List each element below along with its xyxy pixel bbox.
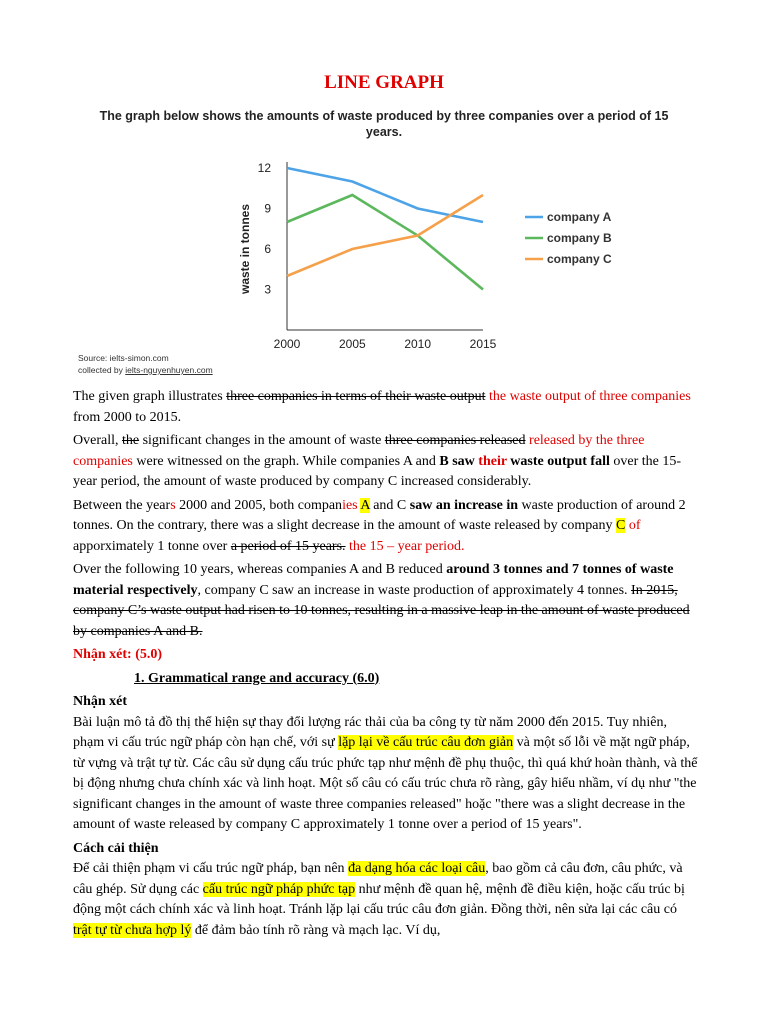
text-span: và một số lỗi về mặt ngữ pháp, từ vựng và trật tự từ. Các câu sử dụng cấu trúc phức tạp như mệnh đề phụ thuộc, thì quá khứ hoàn thành, và thể bị động nhưng chưa chính xác và linh hoạt. Một số câu có cấu trúc chưa rõ ràng, gây hiểu nhầm, ví dụ như "the significant changes in the amount of waste three companies released" hoặc "there was a slight decrease in the amount of waste released by company C approximately 1 tonne over a period of 15 years". xyxy=(73,735,698,832)
correction-text: the 15 – year period. xyxy=(345,538,465,554)
text-span: Overall, xyxy=(73,433,122,448)
text-span: waste production of around 2 tonnes. On the contrary, there was a slight decrease in the amount of waste released by company xyxy=(73,497,686,533)
highlighted-text: trật tự từ chưa hợp lý xyxy=(73,922,192,938)
text-span: significant changes in the amount of waste xyxy=(139,433,385,448)
y-tick-label: 12 xyxy=(257,161,271,175)
bold-text: around 3 tonnes and 7 tonnes of waste material respectively xyxy=(73,562,674,598)
improve-heading: Cách cải thiện xyxy=(73,840,159,856)
essay-body xyxy=(73,387,698,944)
correction-text: their xyxy=(478,453,507,469)
remark-paragraph xyxy=(73,713,698,836)
bold-text: saw an increase in xyxy=(409,497,519,513)
text-span: Between the year xyxy=(73,497,171,513)
text-span: from 2000 to 2015. xyxy=(73,409,182,425)
text-span: để đảm bảo tính rõ ràng và mạch lạc. Ví dụ, xyxy=(191,922,441,938)
highlighted-text: A xyxy=(360,497,370,513)
legend-label: company C xyxy=(547,252,612,266)
text-span: Over the following 10 years, whereas companies A and B reduced xyxy=(73,562,447,577)
text-span: Bài luận mô tả đồ thị thể hiện sự thay đổi lượng rác thải của ba công ty từ năm 2000 đến 2015. Tuy nhiên, phạm vi cấu trúc ngữ pháp còn hạn chế, với sự xyxy=(73,714,667,750)
highlighted-text: đa dạng hóa các loại câu xyxy=(348,861,486,876)
struck-text: the xyxy=(121,433,140,448)
text-span: Để cải thiện phạm vi cấu trúc ngữ pháp, bạn nên xyxy=(73,861,349,876)
remark-heading: Nhận xét xyxy=(73,694,128,709)
correction-text: ies xyxy=(342,497,358,513)
x-tick-label: 2000 xyxy=(273,337,301,350)
line-chart xyxy=(225,150,645,350)
collected-by-prefix: collected by xyxy=(78,365,126,375)
struck-text: a period of 15 years. xyxy=(230,538,346,554)
highlighted-text: lặp lại về cấu trúc câu đơn giản xyxy=(338,735,514,750)
struck-text: three companies in terms of their waste output xyxy=(226,389,486,404)
highlighted-text: C xyxy=(615,518,626,533)
highlighted-text: cấu trúc ngữ pháp phức tạp xyxy=(202,881,356,897)
text-span: , company C saw an increase in waste production of approximately 4 tonnes. xyxy=(197,582,632,598)
x-tick-label: 2015 xyxy=(469,337,497,350)
text-span: apporximately 1 tonne over xyxy=(73,538,231,554)
text-span: 2000 and 2005, both compan xyxy=(175,497,343,513)
bold-text: B saw xyxy=(439,453,479,469)
correction-text: s xyxy=(170,497,176,513)
y-axis-label: waste in tonnes xyxy=(238,203,252,295)
correction-text: of xyxy=(628,518,641,533)
essay-paragraph-3 xyxy=(73,496,698,558)
improve-paragraph xyxy=(73,859,698,941)
collected-by-line xyxy=(78,364,213,376)
y-tick-label: 6 xyxy=(264,242,271,256)
text-span: như mệnh đề quan hệ, mệnh đề điều kiện, hoặc cấu trúc bị động một cách chính xác và linh hoạt. Tránh lặp lại cấu trúc câu đơn giản. Đồng thời, nên sửa lại các câu có xyxy=(73,881,685,917)
source-note xyxy=(78,352,213,376)
struck-text: In 2015, company C’s waste output had risen to 10 tonnes, resulting in a massive leap in the amount of waste produced by companies A and B. xyxy=(73,582,690,639)
correction-text: the waste output of three companies xyxy=(485,389,691,404)
score-heading: Nhận xét: (5.0) xyxy=(73,647,163,662)
text-span: The given graph illustrates xyxy=(73,389,227,404)
bold-text: waste output fall xyxy=(506,453,610,469)
page-title: LINE GRAPH xyxy=(324,72,444,93)
essay-paragraph-4 xyxy=(73,560,698,642)
y-tick-label: 3 xyxy=(264,282,271,297)
section-heading: 1. Grammatical range and accuracy (6.0) xyxy=(134,670,380,686)
legend-label: company A xyxy=(547,210,612,224)
essay-paragraph-1 xyxy=(73,387,698,428)
chart-caption: The graph below shows the amounts of waste produced by three companies over a period of 15 years. xyxy=(99,109,669,139)
collected-by-link[interactable]: ielts-nguyenhuyen.com xyxy=(125,365,213,375)
essay-paragraph-2 xyxy=(73,431,698,493)
source-line: Source: ielts-simon.com xyxy=(78,353,169,363)
text-span: and C xyxy=(369,497,410,513)
x-tick-label: 2010 xyxy=(404,337,432,350)
x-tick-label: 2005 xyxy=(338,337,366,350)
text-span: were witnessed on the graph. While companies A and xyxy=(132,453,440,469)
text-span: over the 15-year period, the amount of waste produced by company C increased considerably. xyxy=(73,453,682,489)
y-tick-label: 9 xyxy=(264,201,271,216)
legend-label: company B xyxy=(547,231,612,245)
struck-text: three companies released xyxy=(384,433,526,448)
text-span: , bao gồm cả câu đơn, câu phức, và câu ghép. Sử dụng các xyxy=(73,861,683,897)
correction-text: released by the three companies xyxy=(73,433,645,469)
